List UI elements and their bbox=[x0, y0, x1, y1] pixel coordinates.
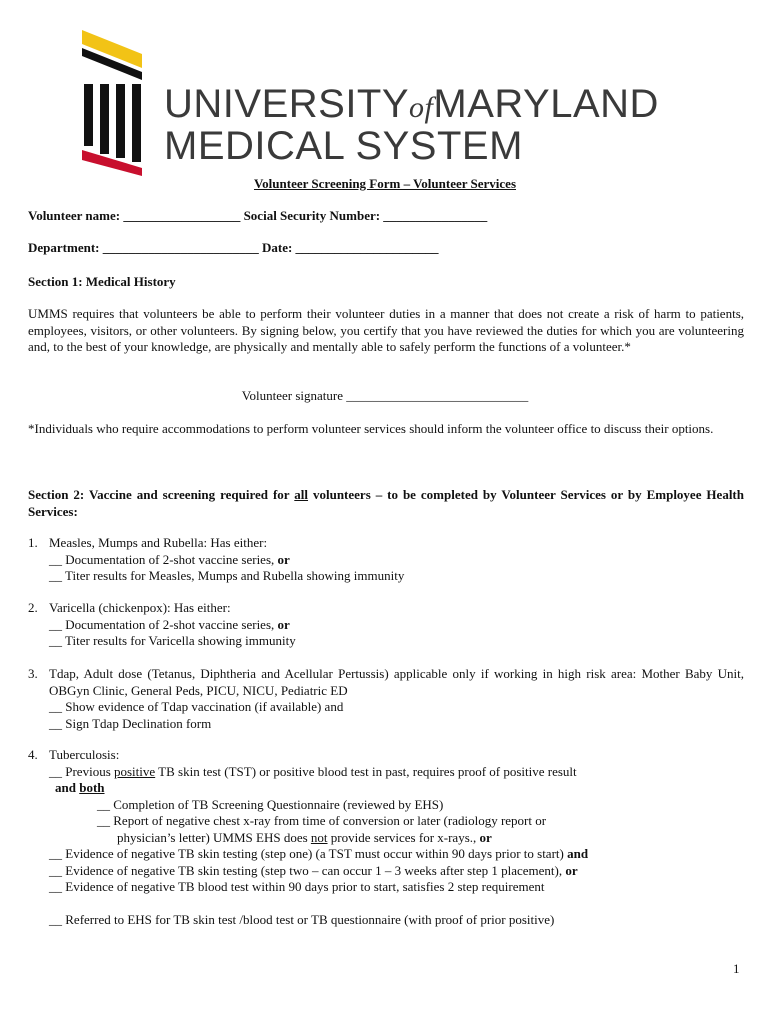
option-previous-positive: __ Previous positive TB skin test (TST) or positive blood test in past, requires proof of positive result bbox=[49, 763, 577, 779]
section1-heading: Section 1: Medical History bbox=[28, 274, 176, 289]
item-number: 3. bbox=[28, 666, 38, 681]
item-tuberculosis bbox=[28, 747, 744, 928]
option-tb-questionnaire: __ Completion of TB Screening Questionnaire (reviewed by EHS) bbox=[97, 796, 444, 812]
option-vaccine-series: __ Documentation of 2-shot vaccine series, or bbox=[49, 551, 290, 567]
volunteer-name-ssn-line: Volunteer name: __________________ Social Security Number: ________________ bbox=[28, 208, 488, 223]
columns-emblem-icon bbox=[80, 28, 150, 178]
option-chest-xray-cont: physician’s letter) UMMS EHS does not provide services for x-rays., or bbox=[117, 829, 492, 845]
org-name-line2: MEDICAL SYSTEM bbox=[164, 124, 523, 168]
item-title: Varicella (chickenpox): Has either: bbox=[49, 600, 231, 615]
option-titer-results: __ Titer results for Varicella showing immunity bbox=[49, 633, 296, 648]
option-chest-xray: __ Report of negative chest x-ray from time of conversion or later (radiology report or bbox=[97, 813, 547, 828]
option-referred-ehs: __ Referred to EHS for TB skin test /blood test or TB questionnaire (with proof of prior positive) bbox=[49, 911, 555, 927]
item-title: Tuberculosis: bbox=[49, 747, 120, 762]
option-negative-blood-test: __ Evidence of negative TB blood test within 90 days prior to start, satisfies 2 step requirement bbox=[49, 879, 545, 894]
option-negative-step-one: __ Evidence of negative TB skin testing (step one) (a TST must occur within 90 days prior to start) and bbox=[49, 846, 589, 861]
form-title: Volunteer Screening Form – Volunteer Services bbox=[253, 176, 517, 191]
accommodations-footnote: *Individuals who require accommodations to perform volunteer services should inform the volunteer office to discuss their options. bbox=[28, 421, 714, 436]
item-title: Measles, Mumps and Rubella: Has either: bbox=[49, 535, 268, 550]
volunteer-signature-line: Volunteer signature ____________________________ bbox=[241, 388, 529, 403]
department-date-line: Department: ________________________ Date: ______________________ bbox=[28, 240, 439, 255]
item-varicella bbox=[28, 600, 744, 650]
item-number: 1. bbox=[28, 535, 38, 550]
and-both-label: and both bbox=[55, 780, 105, 795]
section2-heading: Section 2: Vaccine and screening required for all volunteers – to be completed by Volunteer Services or by Employee Health Services: bbox=[28, 487, 744, 519]
item-number: 2. bbox=[28, 600, 38, 615]
option-vaccine-series: __ Documentation of 2-shot vaccine series, or bbox=[49, 616, 290, 632]
item-tdap bbox=[28, 666, 744, 732]
option-titer-results: __ Titer results for Measles, Mumps and Rubella showing immunity bbox=[49, 568, 405, 583]
option-tdap-evidence: __ Show evidence of Tdap vaccination (if available) and bbox=[49, 699, 344, 714]
page-number: 1 bbox=[733, 961, 740, 976]
option-tdap-declination: __ Sign Tdap Declination form bbox=[49, 715, 212, 731]
option-negative-step-two: __ Evidence of negative TB skin testing (step two – can occur 1 – 3 weeks after step 1 placement), or bbox=[49, 862, 578, 878]
org-name-line1: UNIVERSITYofMARYLAND bbox=[164, 82, 659, 126]
item-title: Tdap, Adult dose (Tetanus, Diphtheria and Acellular Pertussis) applicable only if working in high risk area: Mother Baby Unit, OBGyn Clinic, General Peds, PICU, NICU, Pediatric ED bbox=[49, 666, 744, 698]
item-number: 4. bbox=[28, 747, 38, 762]
item-mmr bbox=[28, 535, 744, 585]
section1-paragraph: UMMS requires that volunteers be able to perform their volunteer duties in a manner that does not create a risk of harm to patients, employees, visitors, or other volunteers. By signing below, you certify that you have reviewed the duties for which you are volunteering and, to the best of your knowledge, are physically and mentally able to safely perform the functions of a volunteer.* bbox=[28, 306, 744, 354]
organization-logo bbox=[80, 28, 700, 178]
